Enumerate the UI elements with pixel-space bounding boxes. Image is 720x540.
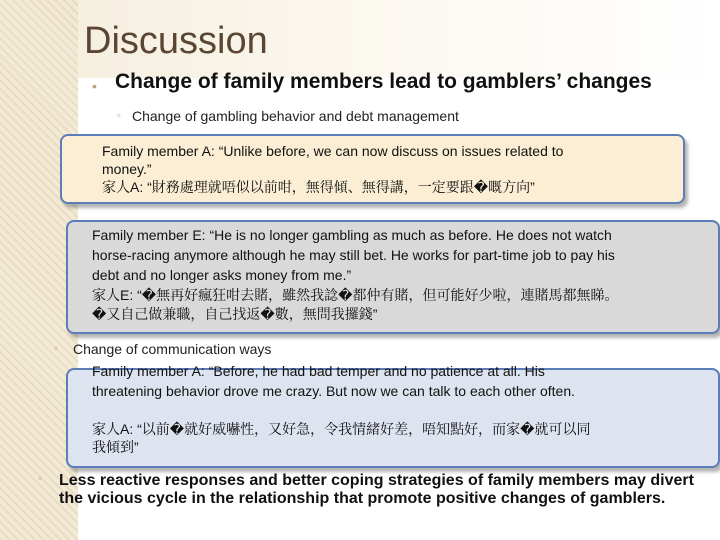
quote-line: horse-racing anymore although he may still bet. He works for part-time job to pay his [92, 247, 615, 263]
quote-line: 我傾到” [92, 439, 139, 455]
quote-line: 家人A: “以前�就好威嚇性，又好急，令我情緒好差，唔知點好，而家�就可以同 [92, 421, 591, 437]
quote-box-family-a-communication [66, 363, 720, 468]
summary-text: Less reactive responses and better coping strategies of family members may divert the vicious cycle in the relationship that promote positive changes of gamblers. [59, 472, 694, 507]
bullet-icon: ◦ [117, 110, 121, 122]
subheading-gambling-behavior: Change of gambling behavior and debt management [132, 108, 459, 124]
quote-line: Family member E: “He is no longer gambling as much as before. He does not watch [92, 227, 612, 243]
quote-line: Family member A: “Before, he had bad temper and no patience at all. His [92, 363, 545, 379]
slide-title: Discussion [84, 20, 268, 62]
bullet-icon: • [92, 78, 97, 94]
bullet-icon: ◦ [54, 343, 58, 355]
quote-box-family-e [66, 220, 720, 334]
main-heading: Change of family members lead to gamblers’ changes [115, 70, 652, 93]
quote-box-family-a [60, 134, 685, 204]
quote-line: money.” [102, 161, 152, 177]
quote-line: threatening behavior drove me crazy. But now we can talk to each other often. [92, 383, 576, 399]
quote-line: debt and no longer asks money from me.” [92, 267, 352, 283]
subheading-communication: Change of communication ways [73, 341, 272, 357]
bullet-icon: ◦ [38, 473, 42, 485]
quote-line: �又自己做兼職，自己找返�數，無問我攞錢” [92, 306, 378, 322]
quote-line: Family member A: “Unlike before, we can now discuss on issues related to [102, 143, 564, 159]
quote-line: 家人A: “財務處理就唔似以前咁，無得傾、無得講，一定要跟�嘅方向” [102, 179, 535, 195]
quote-line: 家人E: “�無再好瘋狂咁去賭，雖然我諗�都仲有賭，但可能好少啦，連賭馬都無睇。 [92, 287, 619, 303]
